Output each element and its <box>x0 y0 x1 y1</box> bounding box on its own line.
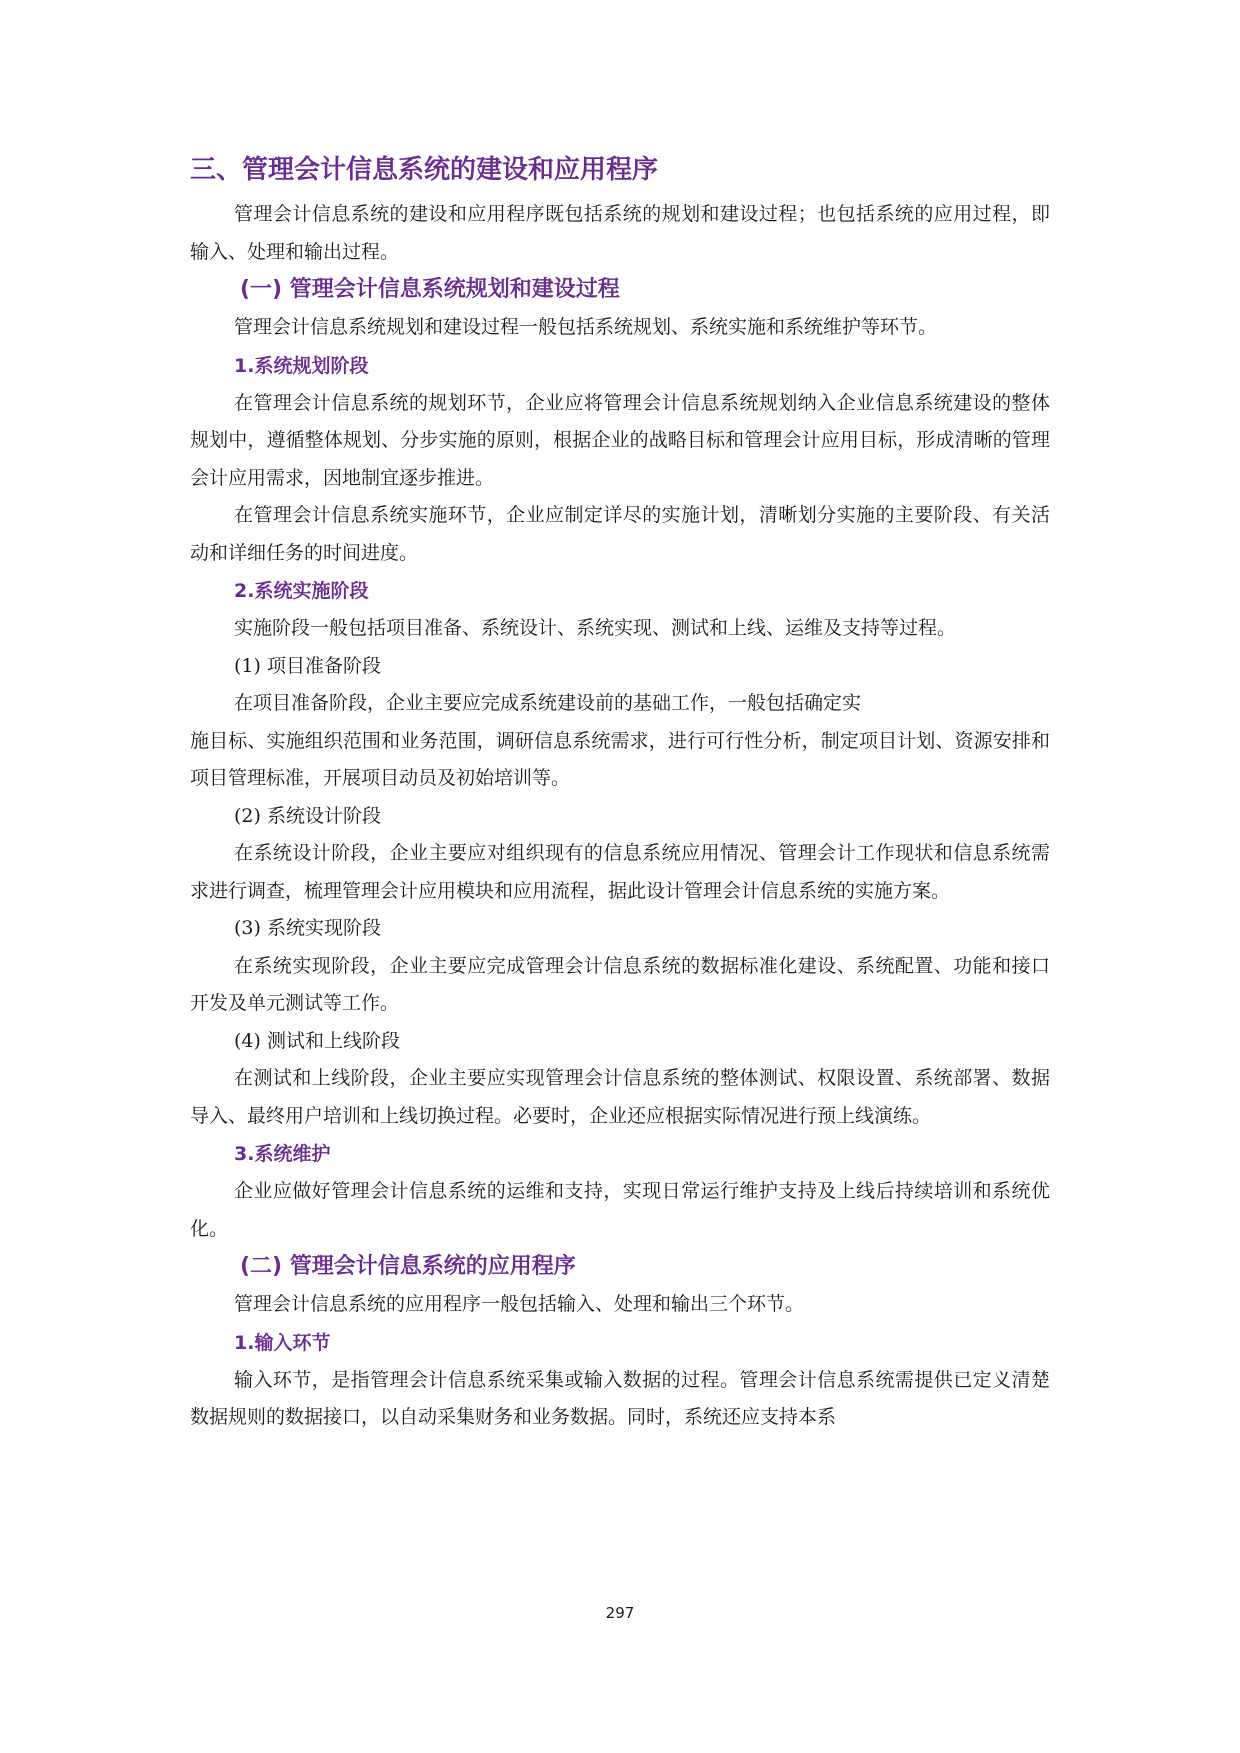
planning-paragraph-2: 在管理会计信息系统实施环节，企业应制定详尽的实施计划，清晰划分实施的主要阶段、有关活动和详细任务的时间进度。 <box>190 504 1050 564</box>
step-4-label: (4) 测试和上线阶段 <box>234 1029 400 1052</box>
subsection-1-intro: 管理会计信息系统规划和建设过程一般包括系统规划、系统实施和系统维护等环节。 <box>234 316 938 338</box>
step-1-label: (1) 项目准备阶段 <box>234 654 381 677</box>
input-stage-text: 输入环节，是指管理会计信息系统采集或输入数据的过程。管理会计信息系统需提供已定义清楚数据规则的数据接口，以自动采集财务和业务数据。同时，系统还应支持本系 <box>190 1368 1050 1428</box>
step-1-line-1: 在项目准备阶段，企业主要应完成系统建设前的基础工作，一般包括确定实 <box>234 692 862 714</box>
planning-paragraph-1: 在管理会计信息系统的规划环节，企业应将管理会计信息系统规划纳入企业信息系统建设的整体规划中，遵循整体规划、分步实施的原则，根据企业的战略目标和管理会计应用目标，形成清晰的管理会计应用需求，因地制宜逐步推进。 <box>190 391 1050 489</box>
heading-system-planning: 1.系统规划阶段 <box>234 354 369 377</box>
heading-system-maintenance: 3.系统维护 <box>234 1143 331 1165</box>
subsection-heading-1: (一) 管理会计信息系统规划和建设过程 <box>240 277 620 302</box>
subsection-heading-2: (二) 管理会计信息系统的应用程序 <box>240 1254 576 1279</box>
implementation-intro: 实施阶段一般包括项目准备、系统设计、系统实现、测试和上线、运维及支持等过程。 <box>234 617 957 639</box>
step-3-text: 在系统实现阶段，企业主要应完成管理会计信息系统的数据标准化建设、系统配置、功能和接口开发及单元测试等工作。 <box>190 954 1050 1014</box>
step-2-text: 在系统设计阶段，企业主要应对组织现有的信息系统应用情况、管理会计工作现状和信息系统需求进行调查，梳理管理会计应用模块和应用流程，据此设计管理会计信息系统的实施方案。 <box>190 842 1050 902</box>
step-2-label: (2) 系统设计阶段 <box>234 804 381 827</box>
section-title: 三、管理会计信息系统的建设和应用程序 <box>190 155 659 185</box>
heading-input-stage: 1.输入环节 <box>234 1331 331 1354</box>
heading-system-implementation: 2.系统实施阶段 <box>234 580 369 602</box>
page-number: 297 <box>605 1604 635 1622</box>
document-body <box>190 150 1050 1437</box>
subsection-2-intro: 管理会计信息系统的应用程序一般包括输入、处理和输出三个环节。 <box>234 1293 805 1315</box>
step-4-text: 在测试和上线阶段，企业主要应实现管理会计信息系统的整体测试、权限设置、系统部署、数据导入、最终用户培训和上线切换过程。必要时，企业还应根据实际情况进行预上线演练。 <box>190 1067 1050 1127</box>
maintenance-text: 企业应做好管理会计信息系统的运维和支持，实现日常运行维护支持及上线后持续培训和系统优化。 <box>190 1180 1050 1240</box>
step-1-line-2: 施目标、实施组织范围和业务范围，调研信息系统需求，进行可行性分析，制定项目计划、资源安排和项目管理标准，开展项目动员及初始培训等。 <box>190 729 1050 789</box>
step-3-label: (3) 系统实现阶段 <box>234 917 381 939</box>
intro-paragraph: 管理会计信息系统的建设和应用程序既包括系统的规划和建设过程；也包括系统的应用过程，即输入、处理和输出过程。 <box>190 203 1050 263</box>
